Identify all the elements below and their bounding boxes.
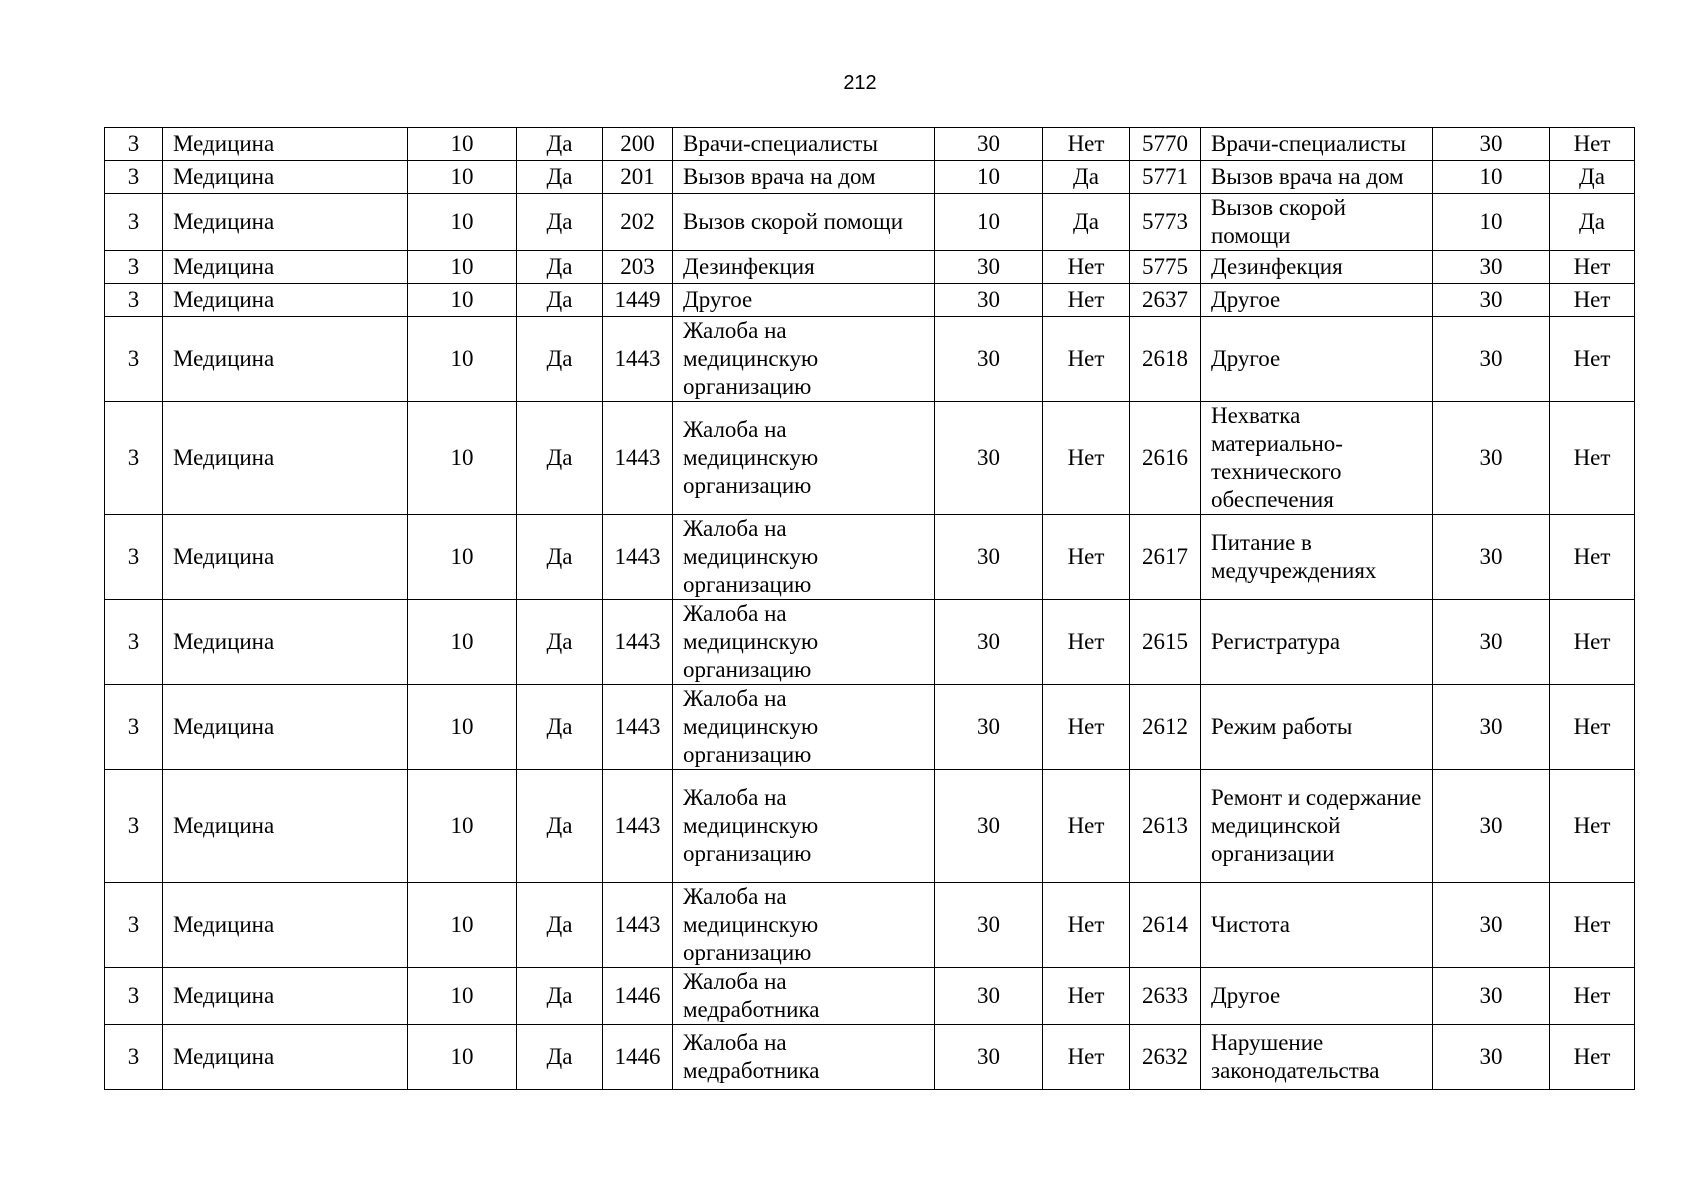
cell-topic-days: 10 (935, 161, 1043, 194)
cell-category: Медицина (163, 284, 408, 317)
cell-topic-days: 30 (935, 883, 1043, 968)
cell-subtopic-code: 2618 (1130, 317, 1201, 402)
cell-subtopic-days: 10 (1433, 161, 1550, 194)
cell-category-flag: Да (517, 1025, 603, 1090)
table-row (105, 600, 1635, 685)
cell-category-days: 10 (408, 685, 517, 770)
cell-topic: Вызов врача на дом (673, 161, 935, 194)
table-row (105, 251, 1635, 284)
cell-topic-code: 1443 (603, 600, 673, 685)
cell-subtopic: Вызов врача на дом (1201, 161, 1433, 194)
cell-topic-flag: Нет (1043, 968, 1130, 1025)
cell-group-code: 3 (105, 968, 163, 1025)
cell-topic: Жалоба на медицинскую организацию (673, 883, 935, 968)
cell-topic-code: 1446 (603, 968, 673, 1025)
cell-category-days: 10 (408, 515, 517, 600)
cell-category: Медицина (163, 402, 408, 515)
table-row (105, 402, 1635, 515)
cell-topic-days: 30 (935, 251, 1043, 284)
cell-topic-days: 30 (935, 402, 1043, 515)
cell-subtopic-flag: Нет (1550, 284, 1635, 317)
cell-category: Медицина (163, 600, 408, 685)
cell-subtopic: Регистратура (1201, 600, 1433, 685)
cell-category: Медицина (163, 161, 408, 194)
cell-subtopic-days: 30 (1433, 128, 1550, 161)
cell-subtopic-days: 30 (1433, 1025, 1550, 1090)
cell-topic-code: 1443 (603, 685, 673, 770)
cell-subtopic-code: 2632 (1130, 1025, 1201, 1090)
cell-topic-code: 202 (603, 194, 673, 251)
cell-subtopic: Чистота (1201, 883, 1433, 968)
table-row (105, 284, 1635, 317)
cell-topic-days: 30 (935, 770, 1043, 883)
cell-group-code: 3 (105, 600, 163, 685)
cell-category-days: 10 (408, 1025, 517, 1090)
cell-topic-flag: Нет (1043, 402, 1130, 515)
cell-subtopic-code: 2613 (1130, 770, 1201, 883)
cell-topic: Жалоба на медицинскую организацию (673, 402, 935, 515)
cell-topic-code: 203 (603, 251, 673, 284)
cell-group-code: 3 (105, 402, 163, 515)
cell-topic-days: 30 (935, 284, 1043, 317)
cell-subtopic-days: 30 (1433, 515, 1550, 600)
cell-subtopic: Другое (1201, 968, 1433, 1025)
table-row (105, 883, 1635, 968)
cell-topic: Жалоба на медицинскую организацию (673, 685, 935, 770)
cell-subtopic-code: 2637 (1130, 284, 1201, 317)
cell-group-code: 3 (105, 194, 163, 251)
cell-topic-code: 1446 (603, 1025, 673, 1090)
cell-topic: Жалоба на медицинскую организацию (673, 770, 935, 883)
cell-topic-flag: Нет (1043, 317, 1130, 402)
cell-group-code: 3 (105, 685, 163, 770)
cell-subtopic-code: 2614 (1130, 883, 1201, 968)
cell-topic-code: 1443 (603, 515, 673, 600)
cell-topic: Жалоба на медицинскую организацию (673, 600, 935, 685)
cell-topic-days: 30 (935, 968, 1043, 1025)
cell-subtopic: Другое (1201, 317, 1433, 402)
cell-topic: Жалоба на медработника (673, 968, 935, 1025)
cell-topic: Жалоба на медицинскую организацию (673, 515, 935, 600)
cell-subtopic-days: 30 (1433, 685, 1550, 770)
cell-topic-flag: Нет (1043, 770, 1130, 883)
cell-category-days: 10 (408, 600, 517, 685)
cell-topic-flag: Нет (1043, 685, 1130, 770)
cell-topic-flag: Нет (1043, 1025, 1130, 1090)
cell-category-flag: Да (517, 128, 603, 161)
cell-category-days: 10 (408, 161, 517, 194)
cell-subtopic: Режим работы (1201, 685, 1433, 770)
cell-category: Медицина (163, 883, 408, 968)
cell-subtopic-days: 30 (1433, 251, 1550, 284)
cell-group-code: 3 (105, 1025, 163, 1090)
cell-subtopic-flag: Нет (1550, 1025, 1635, 1090)
cell-subtopic: Нехватка материально-технического обеспечения (1201, 402, 1433, 515)
cell-subtopic: Нарушение законодательства (1201, 1025, 1433, 1090)
cell-subtopic-code: 2615 (1130, 600, 1201, 685)
cell-topic-days: 30 (935, 1025, 1043, 1090)
table-row (105, 968, 1635, 1025)
cell-topic-flag: Нет (1043, 600, 1130, 685)
cell-subtopic-code: 2633 (1130, 968, 1201, 1025)
table-row (105, 317, 1635, 402)
cell-category-days: 10 (408, 968, 517, 1025)
cell-category: Медицина (163, 1025, 408, 1090)
cell-topic-code: 1443 (603, 402, 673, 515)
cell-category-flag: Да (517, 968, 603, 1025)
cell-topic-code: 201 (603, 161, 673, 194)
cell-subtopic: Врачи-специалисты (1201, 128, 1433, 161)
cell-category-flag: Да (517, 194, 603, 251)
cell-topic-days: 30 (935, 515, 1043, 600)
cell-subtopic-code: 2616 (1130, 402, 1201, 515)
table-row (105, 515, 1635, 600)
cell-topic: Другое (673, 284, 935, 317)
cell-subtopic-flag: Нет (1550, 770, 1635, 883)
cell-category: Медицина (163, 128, 408, 161)
cell-subtopic-days: 30 (1433, 968, 1550, 1025)
cell-subtopic-days: 30 (1433, 600, 1550, 685)
cell-subtopic-days: 30 (1433, 284, 1550, 317)
cell-category-flag: Да (517, 600, 603, 685)
cell-subtopic-flag: Нет (1550, 600, 1635, 685)
cell-subtopic-days: 30 (1433, 883, 1550, 968)
cell-subtopic-code: 5770 (1130, 128, 1201, 161)
table-row (105, 194, 1635, 251)
cell-subtopic-flag: Нет (1550, 317, 1635, 402)
cell-category-flag: Да (517, 883, 603, 968)
cell-topic-flag: Нет (1043, 883, 1130, 968)
cell-topic-days: 30 (935, 685, 1043, 770)
cell-category-days: 10 (408, 128, 517, 161)
cell-category-days: 10 (408, 770, 517, 883)
cell-group-code: 3 (105, 317, 163, 402)
table-row (105, 1025, 1635, 1090)
cell-subtopic-flag: Нет (1550, 128, 1635, 161)
cell-subtopic-days: 30 (1433, 770, 1550, 883)
cell-group-code: 3 (105, 284, 163, 317)
cell-category-days: 10 (408, 251, 517, 284)
cell-group-code: 3 (105, 770, 163, 883)
cell-subtopic-flag: Нет (1550, 402, 1635, 515)
cell-topic-flag: Нет (1043, 128, 1130, 161)
cell-category-days: 10 (408, 317, 517, 402)
cell-category-days: 10 (408, 284, 517, 317)
cell-category-flag: Да (517, 317, 603, 402)
cell-subtopic-flag: Нет (1550, 883, 1635, 968)
cell-topic: Жалоба на медработника (673, 1025, 935, 1090)
cell-category: Медицина (163, 194, 408, 251)
cell-category-flag: Да (517, 251, 603, 284)
cell-subtopic-flag: Да (1550, 161, 1635, 194)
cell-category-flag: Да (517, 402, 603, 515)
cell-subtopic: Питание в медучреждениях (1201, 515, 1433, 600)
cell-subtopic: Дезинфекция (1201, 251, 1433, 284)
cell-group-code: 3 (105, 515, 163, 600)
cell-subtopic-flag: Нет (1550, 515, 1635, 600)
cell-subtopic: Ремонт и содержание медицинской организации (1201, 770, 1433, 883)
cell-topic-flag: Да (1043, 194, 1130, 251)
cell-category-flag: Да (517, 284, 603, 317)
cell-category-flag: Да (517, 685, 603, 770)
cell-subtopic: Вызов скорой помощи (1201, 194, 1433, 251)
cell-subtopic: Другое (1201, 284, 1433, 317)
cell-topic-code: 1443 (603, 770, 673, 883)
cell-subtopic-days: 30 (1433, 317, 1550, 402)
cell-group-code: 3 (105, 251, 163, 284)
cell-topic-days: 30 (935, 600, 1043, 685)
cell-topic-days: 30 (935, 317, 1043, 402)
cell-topic: Жалоба на медицинскую организацию (673, 317, 935, 402)
cell-subtopic-flag: Нет (1550, 251, 1635, 284)
cell-subtopic-code: 5771 (1130, 161, 1201, 194)
cell-topic-flag: Нет (1043, 284, 1130, 317)
cell-group-code: 3 (105, 128, 163, 161)
cell-category: Медицина (163, 317, 408, 402)
cell-category-flag: Да (517, 770, 603, 883)
cell-category-flag: Да (517, 161, 603, 194)
table-row (105, 161, 1635, 194)
table-row (105, 128, 1635, 161)
cell-topic-code: 1443 (603, 883, 673, 968)
cell-category-days: 10 (408, 194, 517, 251)
cell-subtopic-code: 2612 (1130, 685, 1201, 770)
cell-subtopic-flag: Да (1550, 194, 1635, 251)
cell-topic-days: 10 (935, 194, 1043, 251)
cell-category: Медицина (163, 515, 408, 600)
cell-topic-flag: Нет (1043, 515, 1130, 600)
cell-subtopic-code: 2617 (1130, 515, 1201, 600)
page-number: 212 (843, 72, 877, 94)
cell-category: Медицина (163, 968, 408, 1025)
cell-topic: Вызов скорой помощи (673, 194, 935, 251)
cell-topic-code: 1443 (603, 317, 673, 402)
cell-topic: Врачи-специалисты (673, 128, 935, 161)
cell-topic: Дезинфекция (673, 251, 935, 284)
cell-subtopic-flag: Нет (1550, 968, 1635, 1025)
cell-category-flag: Да (517, 515, 603, 600)
cell-subtopic-days: 10 (1433, 194, 1550, 251)
table-row (105, 770, 1635, 883)
cell-topic-code: 1449 (603, 284, 673, 317)
table-row (105, 685, 1635, 770)
table-body (105, 128, 1635, 1090)
cell-category-days: 10 (408, 402, 517, 515)
cell-category-days: 10 (408, 883, 517, 968)
cell-subtopic-days: 30 (1433, 402, 1550, 515)
cell-topic-code: 200 (603, 128, 673, 161)
cell-topic-flag: Да (1043, 161, 1130, 194)
cell-subtopic-code: 5775 (1130, 251, 1201, 284)
cell-subtopic-flag: Нет (1550, 685, 1635, 770)
cell-group-code: 3 (105, 161, 163, 194)
cell-topic-days: 30 (935, 128, 1043, 161)
cell-topic-flag: Нет (1043, 251, 1130, 284)
cell-category: Медицина (163, 251, 408, 284)
cell-group-code: 3 (105, 883, 163, 968)
cell-category: Медицина (163, 770, 408, 883)
cell-subtopic-code: 5773 (1130, 194, 1201, 251)
cell-category: Медицина (163, 685, 408, 770)
data-table (104, 127, 1635, 1090)
